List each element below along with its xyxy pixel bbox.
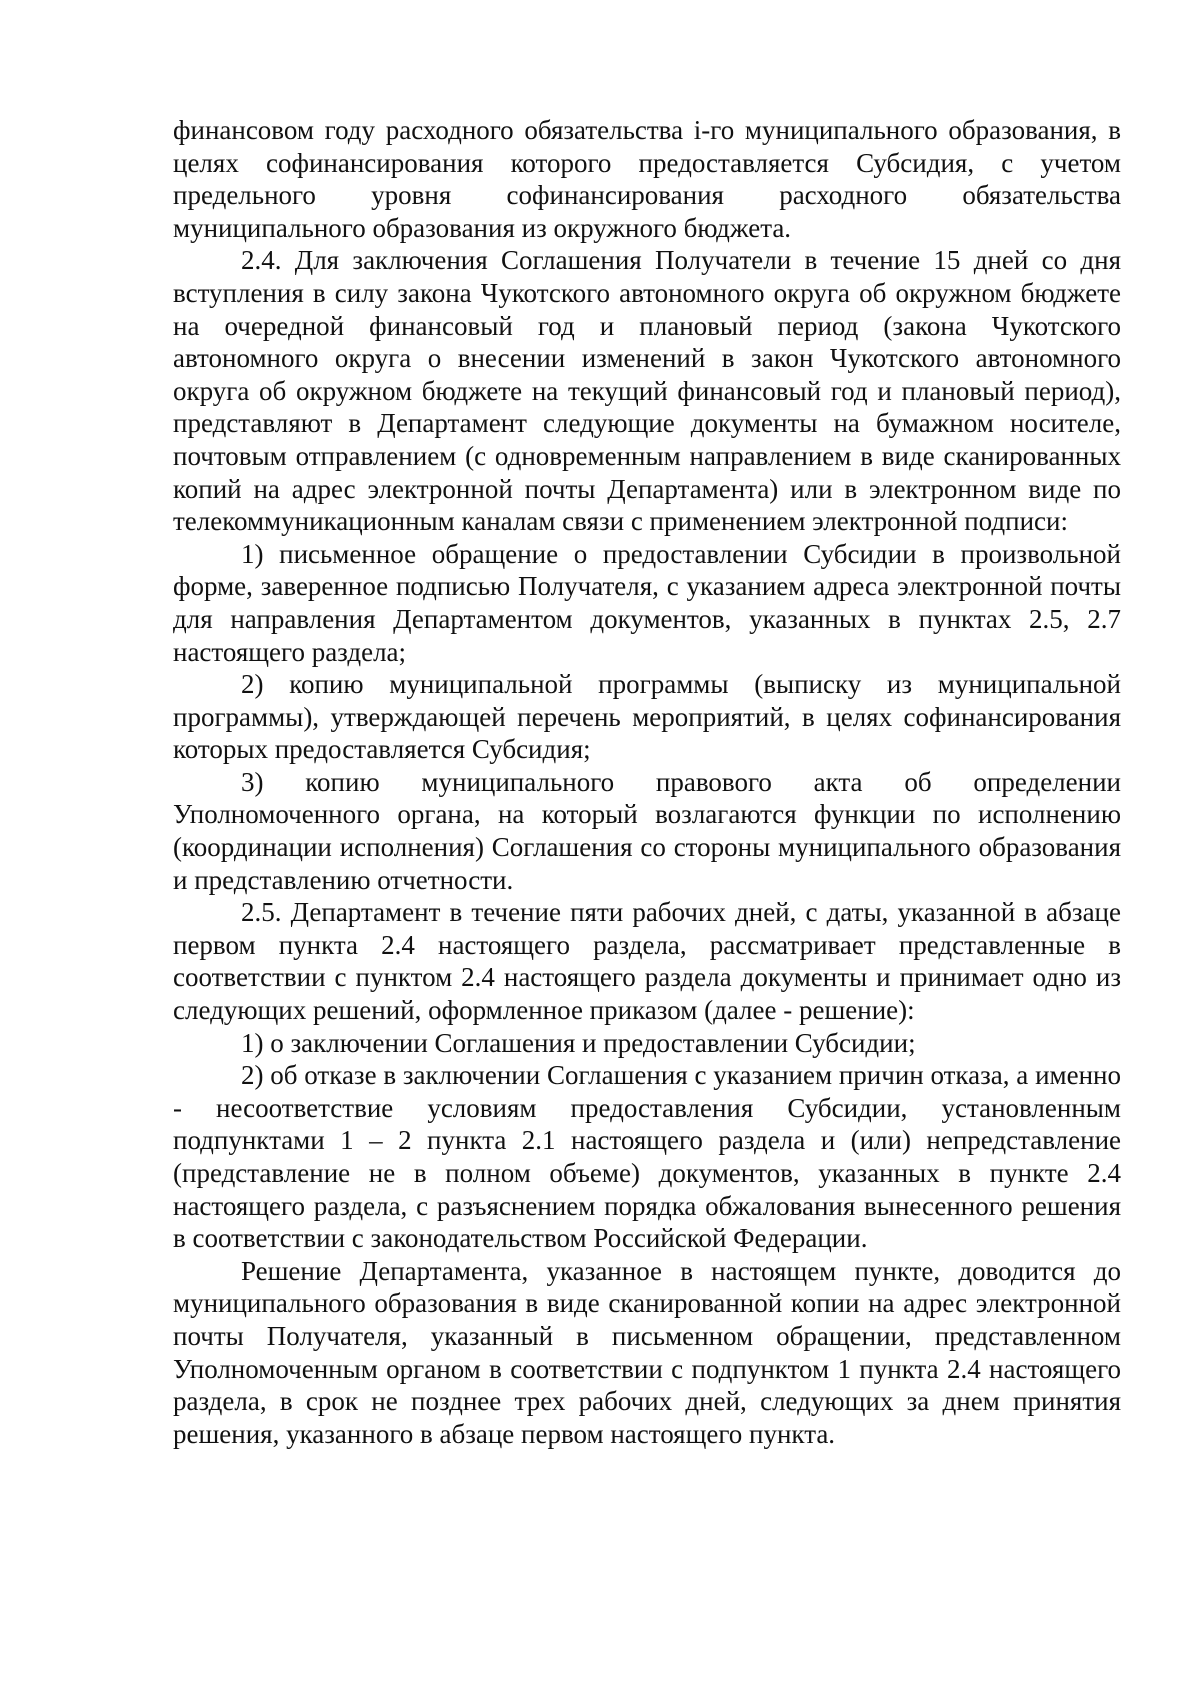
document-page [173,114,1121,1450]
paragraph-2-4-item-3: 3) копию муниципального правового акта об определении Уполномоченного органа, на который возлагаются функции по исполнению (координации исполнения) Соглашения со стороны муниципального образования и представлению отчетности. [173,766,1121,895]
paragraph-2-4: 2.4. Для заключения Соглашения Получатели в течение 15 дней со дня вступления в силу закона Чукотского автономного округа об окружном бюджете на очередной финансовый год и плановый период (закона Чукотского автономного округа о внесении изменений в закон Чукотского автономного округа об окружном бюджете на текущий финансовый год и плановый период), представляют в Департамент следующие документы на бумажном носителе, почтовым отправлением (с одновременным направлением в виде сканированных копий на адрес электронной почты Департамента) или в электронном виде по телекоммуникационным каналам связи с применением электронной подписи: [173,245,1121,537]
paragraph-2-5-item-2: 2) об отказе в заключении Соглашения с указанием причин отказа, а именно - несоответствие условиям предоставления Субсидии, установленным подпунктами 1 – 2 пункта 2.1 настоящего раздела и (или) непредставление (представление не в полном объеме) документов, указанных в пункте 2.4 настоящего раздела, с разъяснением порядка обжалования вынесенного решения в соответствии с законодательством Российской Федерации. [173,1060,1121,1254]
paragraph-2-4-item-1: 1) письменное обращение о предоставлении Субсидии в произвольной форме, заверенное подписью Получателя, с указанием адреса электронной почты для направления Департаментом документов, указанных в пунктах 2.5, 2.7 настоящего раздела; [173,538,1121,667]
paragraph-2-4-item-2: 2) копию муниципальной программы (выписку из муниципальной программы), утверждающей перечень мероприятий, в целях софинансирования которых предоставляется Субсидия; [173,669,1121,765]
paragraph-2-5: 2.5. Департамент в течение пяти рабочих дней, с даты, указанной в абзаце первом пункта 2.4 настоящего раздела, рассматривает представленные в соответствии с пунктом 2.4 настоящего раздела документы и принимает одно из следующих решений, оформленное приказом (далее - решение): [173,897,1121,1026]
paragraph-decision-notice: Решение Департамента, указанное в настоящем пункте, доводится до муниципального образования в виде сканированной копии на адрес электронной почты Получателя, указанный в письменном обращении, представленном Уполномоченным органом в соответствии с подпунктом 1 пункта 2.4 настоящего раздела, в срок не позднее трех рабочих дней, следующих за днем принятия решения, указанного в абзаце первом настоящего пункта. [173,1255,1121,1449]
paragraph-continuation: финансовом году расходного обязательства i-го муниципального образования, в целях софинансирования которого предоставляется Субсидия, с учетом предельного уровня софинансирования расходного обязательства муниципального образования из окружного бюджета. [173,115,1121,243]
paragraph-2-5-item-1: 1) о заключении Соглашения и предоставлении Субсидии; [241,1027,916,1058]
